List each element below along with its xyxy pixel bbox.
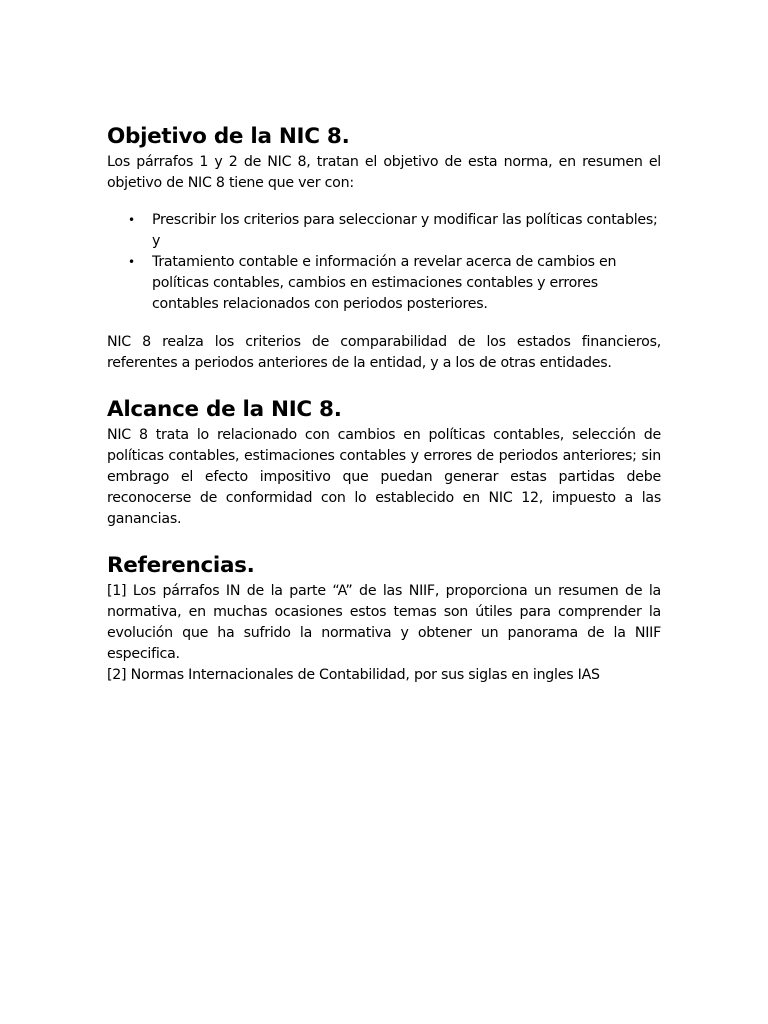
bullet-icon: • — [128, 255, 135, 269]
reference-item-2: [2] Normas Internacionales de Contabilidad, por sus siglas en ingles IAS — [107, 667, 600, 683]
alcance-body: NIC 8 trata lo relacionado con cambios en políticas contables, selección de políticas contables, estimaciones contables y errores de periodos anteriores; sin embrago el efecto impositivo que puedan generar estas partidas debe reconocerse de conformidad con lo establecido en NIC 12, impuesto a las ganancias. — [107, 427, 661, 527]
bullet-text: Prescribir los criterios para seleccionar y modificar las políticas contables; y — [152, 212, 658, 249]
document-page — [107, 122, 661, 686]
objetivo-closing: NIC 8 realza los criterios de comparabilidad de los estados financieros, referentes a periodos anteriores de la entidad, y a los de otras entidades. — [107, 334, 661, 371]
heading-alcance: Alcance de la NIC 8. — [107, 397, 342, 422]
objetivo-bullet-list — [107, 210, 661, 315]
heading-objetivo: Objetivo de la NIC 8. — [107, 124, 350, 149]
section-referencias — [107, 551, 661, 686]
bullet-text: Tratamiento contable e información a revelar acerca de cambios en políticas contables, cambios en estimaciones contables y errores contables relacionados con periodos posteriores. — [152, 254, 617, 312]
heading-referencias: Referencias. — [107, 553, 255, 578]
bullet-item — [128, 210, 661, 252]
bullet-item — [128, 252, 661, 315]
reference-item-1: [1] Los párrafos IN de la parte “A” de las NIIF, proporciona un resumen de la normativa, en muchas ocasiones estos temas son útiles para comprender la evolución que ha sufrido la normativa y obtener un panorama de la NIIF especifica. — [107, 583, 661, 662]
bullet-icon: • — [128, 213, 135, 227]
objetivo-intro: Los párrafos 1 y 2 de NIC 8, tratan el objetivo de esta norma, en resumen el objetivo de NIC 8 tiene que ver con: — [107, 154, 661, 191]
section-objetivo — [107, 122, 661, 374]
section-alcance — [107, 395, 661, 530]
